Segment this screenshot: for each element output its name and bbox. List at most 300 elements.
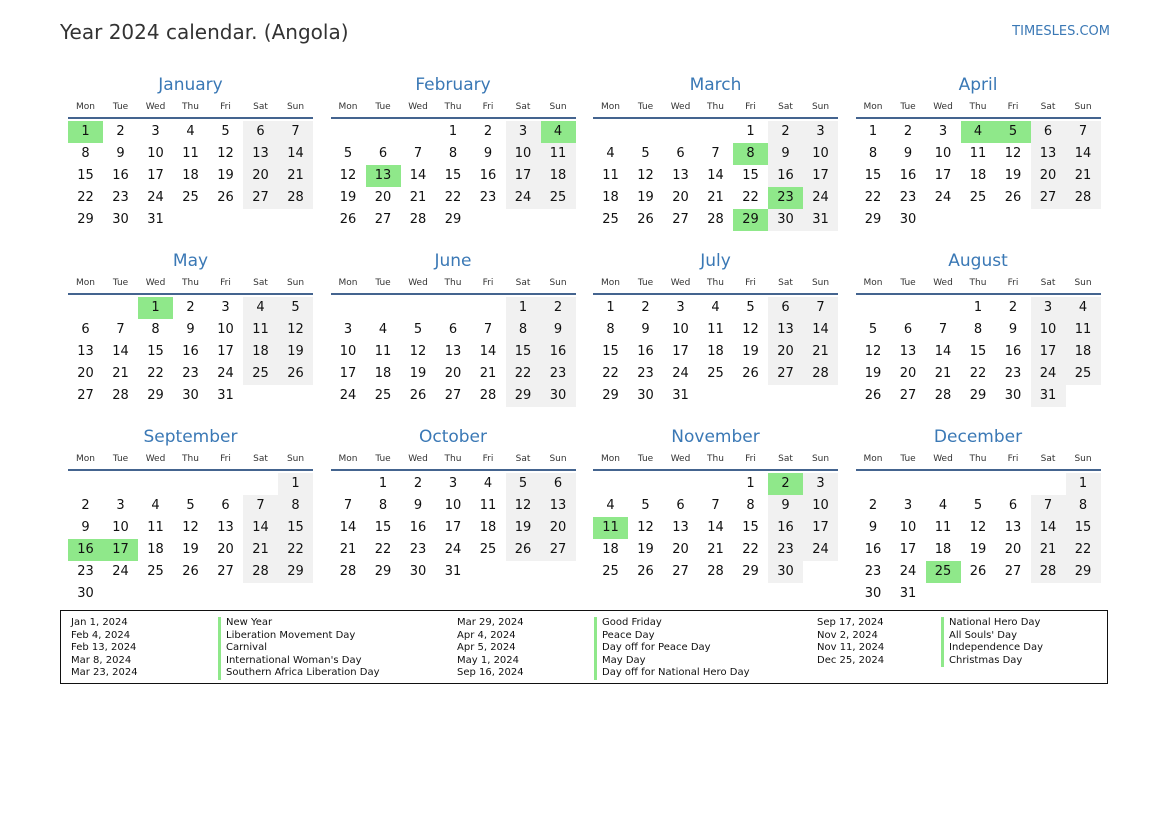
weekday-header [331, 273, 576, 295]
day-cell: 7 [278, 121, 313, 143]
weekday-label: Mon [76, 454, 95, 464]
day-cell: 11 [934, 520, 952, 535]
day-cell: 20 [1031, 165, 1066, 187]
day-cell: 3 [676, 300, 685, 315]
day-cell: 16 [768, 517, 803, 539]
day-cell: 1 [278, 473, 313, 495]
day-cell: 27 [1004, 564, 1022, 579]
day-cell: 28 [479, 388, 497, 403]
weekday-label: Thu [444, 278, 462, 288]
day-cell: 5 [186, 498, 195, 513]
day-cell: 19 [864, 366, 882, 381]
day-cell: 3 [221, 300, 230, 315]
weekday-label: Sun [286, 102, 305, 112]
day-cell: 5 [868, 322, 878, 337]
days-grid [331, 121, 576, 231]
day-cell: 22 [742, 190, 759, 205]
weekday-label: Fri [482, 278, 494, 288]
holiday-name: Southern Africa Liberation Day [218, 667, 380, 680]
weekday-label: Sun [549, 102, 567, 112]
day-cell: 19 [637, 542, 654, 557]
day-cell: 3 [116, 498, 125, 513]
weekday-label: Sun [286, 278, 305, 288]
day-cell: 2 [541, 297, 576, 319]
day-cell: 23 [899, 190, 917, 205]
day-empty [628, 473, 663, 495]
day-cell: 6 [676, 146, 685, 161]
weekday-label: Fri [220, 278, 231, 288]
day-cell: 25 [541, 187, 576, 209]
weekday-label: Thu [969, 102, 987, 112]
day-cell: 12 [278, 319, 313, 341]
day-cell: 22 [77, 190, 94, 205]
day-cell: 15 [864, 168, 882, 183]
day-cell: 21 [707, 542, 724, 557]
holiday-date: Mar 23, 2024 [71, 667, 138, 678]
day-cell: 20 [541, 517, 576, 539]
weekday-label: Fri [220, 454, 231, 464]
day-cell: 16 [864, 542, 882, 557]
holiday-date: Sep 17, 2024 [817, 617, 884, 628]
day-cell: 21 [339, 542, 357, 557]
day-empty [593, 121, 628, 143]
weekday-label: Fri [1007, 454, 1019, 464]
day-cell: 31 [899, 586, 917, 601]
day-cell: 4 [378, 322, 388, 337]
day-empty [593, 473, 628, 495]
weekday-label: Fri [482, 454, 494, 464]
day-cell: 24 [506, 187, 541, 209]
day-cell: 3 [1031, 297, 1066, 319]
day-cell: 9 [903, 146, 913, 161]
weekday-label: Fri [482, 102, 494, 112]
day-cell: 14 [1066, 143, 1101, 165]
weekday-label: Sun [1074, 454, 1092, 464]
month-august [856, 249, 1101, 425]
day-cell: 29 [864, 212, 882, 227]
weekday-header [856, 273, 1101, 295]
day-cell: 18 [147, 542, 164, 557]
day-empty [926, 473, 961, 495]
weekday-header [593, 449, 838, 471]
days-grid [68, 473, 313, 605]
weekday-label: Sun [286, 454, 305, 464]
day-cell: 22 [147, 366, 164, 381]
day-cell: 1 [1066, 473, 1101, 495]
day-cell: 18 [707, 344, 724, 359]
day-cell: 13 [444, 344, 462, 359]
day-cell: 10 [506, 143, 541, 165]
days-grid [856, 473, 1101, 605]
weekday-label: Sun [549, 278, 567, 288]
day-empty [698, 121, 733, 143]
day-empty [331, 473, 366, 495]
day-cell: 28 [339, 564, 357, 579]
day-cell: 28 [409, 212, 427, 227]
weekday-label: Sat [515, 278, 531, 288]
day-cell: 20 [243, 165, 278, 187]
day-cell: 16 [541, 341, 576, 363]
day-cell: 14 [278, 143, 313, 165]
day-cell: 27 [899, 388, 917, 403]
holiday-name: International Woman's Day [218, 655, 380, 668]
day-cell: 6 [768, 297, 803, 319]
month-name: May [172, 251, 209, 271]
day-cell: 30 [768, 209, 803, 231]
day-cell: 5 [343, 146, 353, 161]
weekday-label: Wed [408, 454, 428, 464]
day-empty [366, 297, 401, 319]
site-link[interactable]: TIMESLES.COM [1012, 24, 1110, 39]
weekday-label: Wed [670, 454, 691, 464]
day-cell: 10 [803, 143, 838, 165]
day-cell: 25 [182, 190, 199, 205]
day-cell: 30 [182, 388, 199, 403]
month-february [331, 73, 576, 249]
day-cell: 9 [116, 146, 125, 161]
day-cell: 31 [444, 564, 462, 579]
day-cell: 3 [151, 124, 160, 139]
day-cell: 20 [672, 542, 689, 557]
month-july [593, 249, 838, 425]
weekday-label: Mon [863, 454, 883, 464]
legend-dates-column [457, 617, 524, 680]
day-cell: 1 [746, 124, 755, 139]
holiday-date: Feb 13, 2024 [71, 642, 137, 653]
day-cell: 27 [672, 564, 689, 579]
day-cell: 27 [77, 388, 94, 403]
weekday-label: Tue [900, 454, 916, 464]
weekday-label: Mon [601, 102, 620, 112]
weekday-label: Tue [112, 102, 129, 112]
day-cell: 16 [409, 520, 427, 535]
holiday-name: National Hero Day [941, 617, 1043, 630]
weekday-label: Tue [900, 278, 916, 288]
day-cell: 9 [868, 520, 878, 535]
day-cell: 13 [672, 168, 689, 183]
day-cell: 14 [243, 517, 278, 539]
day-cell-holiday: 17 [103, 539, 138, 561]
day-cell: 15 [77, 168, 94, 183]
weekday-label: Sat [515, 102, 531, 112]
day-empty [856, 473, 891, 495]
day-cell: 6 [1031, 121, 1066, 143]
month-june [331, 249, 576, 425]
month-name: January [158, 75, 223, 95]
day-empty [103, 473, 138, 495]
day-cell: 6 [221, 498, 230, 513]
weekday-label: Thu [969, 454, 987, 464]
day-cell: 24 [112, 564, 129, 579]
month-name: March [689, 75, 742, 95]
day-cell: 6 [903, 322, 913, 337]
day-cell-holiday: 16 [68, 539, 103, 561]
day-cell: 5 [641, 498, 650, 513]
day-empty [926, 297, 961, 319]
day-cell: 16 [112, 168, 129, 183]
day-cell: 24 [899, 564, 917, 579]
day-cell: 11 [147, 520, 164, 535]
day-cell: 20 [672, 190, 689, 205]
day-cell: 3 [448, 476, 458, 491]
day-cell: 16 [182, 344, 199, 359]
day-cell: 23 [1004, 366, 1022, 381]
weekday-label: Wed [145, 278, 166, 288]
day-cell: 10 [339, 344, 357, 359]
day-empty [891, 473, 926, 495]
weekday-header [331, 449, 576, 471]
day-cell: 9 [541, 319, 576, 341]
day-cell: 6 [81, 322, 90, 337]
day-cell: 7 [413, 146, 423, 161]
days-grid [593, 473, 838, 583]
days-grid [593, 297, 838, 407]
day-cell: 11 [243, 319, 278, 341]
day-empty [331, 121, 366, 143]
day-cell: 7 [1031, 495, 1066, 517]
weekday-label: Wed [670, 102, 691, 112]
day-cell: 13 [243, 143, 278, 165]
day-cell: 2 [81, 498, 90, 513]
day-empty [856, 297, 891, 319]
day-cell: 20 [899, 366, 917, 381]
day-cell: 13 [1031, 143, 1066, 165]
day-cell: 30 [864, 586, 882, 601]
day-cell: 27 [1031, 187, 1066, 209]
day-cell: 12 [969, 520, 987, 535]
holiday-name: Peace Day [594, 630, 750, 643]
day-cell: 17 [1031, 341, 1066, 363]
day-cell: 9 [483, 146, 493, 161]
weekday-label: Sat [778, 278, 793, 288]
day-empty [891, 297, 926, 319]
day-cell: 8 [448, 146, 458, 161]
day-cell: 26 [506, 539, 541, 561]
day-cell: 13 [672, 520, 689, 535]
day-cell: 23 [637, 366, 654, 381]
weekday-label: Wed [408, 278, 428, 288]
day-cell: 23 [409, 542, 427, 557]
day-cell: 21 [803, 341, 838, 363]
day-cell: 30 [409, 564, 427, 579]
day-cell: 11 [374, 344, 392, 359]
day-cell: 18 [541, 165, 576, 187]
day-cell: 25 [969, 190, 987, 205]
weekday-label: Mon [338, 454, 358, 464]
month-may [68, 249, 313, 425]
day-cell: 29 [742, 564, 759, 579]
day-cell: 25 [243, 363, 278, 385]
weekday-label: Fri [745, 102, 756, 112]
day-cell: 6 [541, 473, 576, 495]
day-cell: 4 [938, 498, 948, 513]
day-cell: 29 [278, 561, 313, 583]
weekday-label: Fri [745, 278, 756, 288]
day-cell: 17 [899, 542, 917, 557]
day-cell: 17 [803, 165, 838, 187]
weekday-label: Thu [182, 278, 199, 288]
day-empty [401, 297, 436, 319]
weekday-label: Fri [220, 102, 231, 112]
day-cell: 13 [217, 520, 234, 535]
weekday-label: Tue [112, 454, 129, 464]
day-cell: 27 [541, 539, 576, 561]
day-cell: 14 [409, 168, 427, 183]
day-cell: 27 [672, 212, 689, 227]
weekday-header [856, 449, 1101, 471]
holiday-date: Mar 29, 2024 [457, 617, 524, 628]
day-cell: 16 [1004, 344, 1022, 359]
day-cell: 8 [973, 322, 983, 337]
day-empty [663, 473, 698, 495]
day-cell: 19 [278, 341, 313, 363]
day-cell: 22 [742, 542, 759, 557]
day-cell: 3 [803, 473, 838, 495]
holiday-date: Sep 16, 2024 [457, 667, 524, 678]
month-january [68, 73, 313, 249]
day-cell: 19 [339, 190, 357, 205]
day-cell: 5 [641, 146, 650, 161]
weekday-label: Wed [670, 278, 691, 288]
day-cell: 12 [182, 520, 199, 535]
day-cell: 30 [541, 385, 576, 407]
day-empty [331, 297, 366, 319]
day-cell: 12 [409, 344, 427, 359]
day-cell: 12 [864, 344, 882, 359]
day-cell: 15 [374, 520, 392, 535]
weekday-header [593, 97, 838, 119]
day-cell: 11 [541, 143, 576, 165]
day-cell: 4 [483, 476, 493, 491]
day-cell: 26 [969, 564, 987, 579]
days-grid [593, 121, 838, 231]
day-cell: 25 [479, 542, 497, 557]
weekday-label: Wed [933, 102, 953, 112]
day-cell: 14 [934, 344, 952, 359]
day-cell: 4 [1066, 297, 1101, 319]
day-cell: 17 [444, 520, 462, 535]
weekday-label: Tue [375, 278, 391, 288]
day-cell: 30 [112, 212, 129, 227]
day-cell: 13 [541, 495, 576, 517]
day-cell: 28 [278, 187, 313, 209]
day-cell: 2 [768, 121, 803, 143]
weekday-label: Tue [900, 102, 916, 112]
day-cell: 15 [602, 344, 619, 359]
day-cell: 16 [479, 168, 497, 183]
day-cell: 13 [768, 319, 803, 341]
day-cell: 11 [602, 168, 619, 183]
day-cell-holiday: 1 [68, 121, 103, 143]
day-cell: 10 [1031, 319, 1066, 341]
day-cell-holiday: 2 [768, 473, 803, 495]
day-cell: 8 [606, 322, 615, 337]
weekday-header [593, 273, 838, 295]
day-cell: 18 [243, 341, 278, 363]
weekday-label: Wed [933, 454, 953, 464]
day-cell: 24 [147, 190, 164, 205]
legend-dates-column [817, 617, 884, 667]
holiday-legend [60, 610, 1108, 684]
weekday-label: Tue [375, 454, 391, 464]
day-cell: 10 [444, 498, 462, 513]
day-cell: 20 [77, 366, 94, 381]
month-name: September [143, 427, 238, 447]
day-cell: 10 [934, 146, 952, 161]
day-cell: 30 [1004, 388, 1022, 403]
day-cell: 23 [479, 190, 497, 205]
weekday-label: Sun [811, 102, 830, 112]
day-cell: 17 [217, 344, 234, 359]
weekday-label: Sun [1074, 102, 1092, 112]
weekday-label: Wed [408, 102, 428, 112]
month-name: November [671, 427, 760, 447]
day-cell: 18 [182, 168, 199, 183]
month-name: October [418, 427, 488, 447]
day-cell: 5 [506, 473, 541, 495]
day-cell: 8 [151, 322, 160, 337]
day-empty [68, 473, 103, 495]
day-cell: 8 [81, 146, 90, 161]
weekday-header [68, 273, 313, 295]
month-name: December [933, 427, 1023, 447]
day-cell: 4 [711, 300, 720, 315]
day-cell: 24 [1031, 363, 1066, 385]
day-empty [173, 473, 208, 495]
day-cell: 30 [899, 212, 917, 227]
day-cell: 25 [147, 564, 164, 579]
month-name: February [415, 75, 491, 95]
days-grid [856, 121, 1101, 231]
day-cell: 21 [1031, 539, 1066, 561]
month-october [331, 425, 576, 601]
day-cell: 22 [1066, 539, 1101, 561]
day-empty [68, 297, 103, 319]
day-cell: 26 [409, 388, 427, 403]
day-cell: 28 [707, 564, 724, 579]
day-cell: 16 [899, 168, 917, 183]
day-cell-holiday: 1 [138, 297, 173, 319]
day-cell: 26 [278, 363, 313, 385]
day-cell: 30 [768, 561, 803, 583]
day-cell: 29 [602, 388, 619, 403]
day-cell: 29 [147, 388, 164, 403]
day-cell: 2 [903, 124, 913, 139]
day-cell: 1 [448, 124, 458, 139]
day-cell: 19 [506, 517, 541, 539]
day-cell: 28 [707, 212, 724, 227]
holiday-date: May 1, 2024 [457, 654, 520, 666]
legend-names-column [218, 617, 380, 680]
day-cell-holiday: 8 [733, 143, 768, 165]
day-cell-holiday: 29 [733, 209, 768, 231]
weekday-label: Mon [338, 102, 358, 112]
holiday-date: Jan 1, 2024 [71, 617, 128, 628]
day-cell: 4 [243, 297, 278, 319]
day-cell: 21 [1066, 165, 1101, 187]
day-cell: 14 [112, 344, 129, 359]
day-cell: 28 [1066, 187, 1101, 209]
weekday-label: Sat [1040, 454, 1056, 464]
day-cell: 24 [934, 190, 952, 205]
day-cell: 10 [672, 322, 689, 337]
day-cell: 1 [746, 476, 755, 491]
weekday-label: Tue [112, 278, 129, 288]
day-cell: 2 [116, 124, 125, 139]
day-cell: 22 [969, 366, 987, 381]
day-cell: 12 [217, 146, 234, 161]
weekday-label: Fri [1007, 102, 1019, 112]
